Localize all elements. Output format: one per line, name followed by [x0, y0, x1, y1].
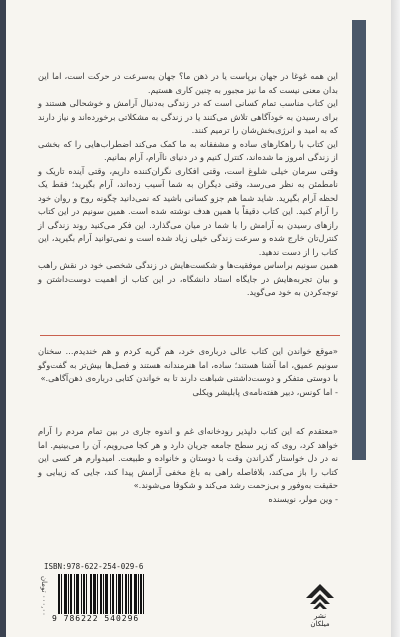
accent-bar	[352, 20, 366, 460]
quote-2	[38, 425, 338, 506]
quote-1-text: «موقع خواندن این کتاب عالی درباره‌ی خرد، هم گریه کردم و هم خندیدم... سخنان سونیم عمیق، اما آشنا هستند؛ ساده، اما هنرمندانه هستند و فصل‌ها بیش‌تر به گفت‌وگو با دوستی متفکر و دوست‌داشتنی شباهت دارند تا به خواندن کتابی درباره‌ی ذهن‌آگاهی.»	[38, 346, 338, 383]
publisher-name: نشر میلکان	[310, 612, 330, 628]
barcode-digits: 9 786222 540296	[52, 614, 140, 623]
intro-paragraph-2: این کتاب مناسب تمام کسانی است که در زندگی به‌دنبال آرامش و خوشحالی هستند و برای رسیدن به خودآگاهی تلاش می‌کنند یا در زندگی به مشکلاتی برخورده‌اند و نیاز دارند که به امید و انرژی‌بخش‌شان را ترمیم کنند.	[38, 98, 338, 135]
intro-paragraph-1: این همه غوغا در جهان برپاست یا در ذهن ما؟ جهان به‌سرعت در حرکت است، اما این بدان معنی نیست که ما نیز مجبور به چنین کاری هستیم.	[38, 71, 338, 95]
intro-paragraph-4: وقتی سرمان خیلی شلوغ است، وقتی افکاری نگران‌کننده داریم، وقتی آینده تاریک و نامطمئن به نظر می‌رسد، وقتی دیگران به شما آسیب زده‌اند، آرام بگیرید؛ فقط یک لحظه آرام بگیرید. شاید شما هم جزو کسانی باشید که نمی‌دانید چگونه روح و روان خود را آرام کنید. این کتاب دقیقاً با همین هدف نوشته شده است. همین سونیم در این کتاب رازهای رسیدن به آرامش را با شما در میان می‌گذارد. این فکر می‌کنید روند زندگی از کنترل‌تان خارج شده و سرعت زندگی خیلی زیاد شده است و نمی‌توانید آرام بگیرید، این کتاب را از دست ندهید.	[38, 165, 338, 257]
intro-paragraph-5: همین سونیم براساس موفقیت‌ها و شکست‌هایش در زندگی شخصی خود در نقش راهب و بیان تجربه‌هایش در جایگاه استاد دانشگاه، در این کتاب از اهمیت دوست‌داشتن و توجه‌کردن به خود می‌گوید.	[38, 260, 338, 297]
intro-paragraph-3: این کتاب با راهکارهای ساده و مشفقانه به ما کمک می‌کند اضطراب‌هایی را که بخشی از زندگی امروز ما شده‌اند، کنترل کنیم و در دنیای ناآرام، آرام بمانیم.	[38, 138, 338, 162]
intro-text	[38, 70, 338, 300]
quote-1-attribution: - اما کونس، دبیر هفته‌نامه‌ی پابلیشر ویکلی	[192, 386, 338, 397]
quote-1	[38, 345, 338, 399]
price-label: ۰۰۰,۰۰ تومان	[40, 576, 48, 616]
section-divider	[40, 335, 340, 336]
quote-2-text: «معتقدم که این کتاب دلپذیر رودخانه‌ای غم و اندوه جاری در بین تمام مردم را آرام خواهد کرد، روی که زیر سطح جامعه جریان دارد و هر کجا می‌رویم، آن را می‌بینیم. اما نه در دل خواستار گذراندن وقت با دوستان و خانواده و طبیعت. امیدوارم هر کسی این کتاب را باز می‌کند، بلافاصله راهی به باغ مخفی آرامش پیدا کند، جایی که زیبایی و حقیقت به‌وفور و بی‌زحمت رشد می‌کند و شکوفا می‌شوند.»	[38, 426, 338, 490]
isbn-label: ISBN:978-622-254-029-6	[44, 562, 144, 571]
barcode	[58, 574, 168, 614]
quote-2-attribution: - وین مولر، نویسنده	[268, 493, 338, 504]
page-edge	[391, 0, 400, 637]
